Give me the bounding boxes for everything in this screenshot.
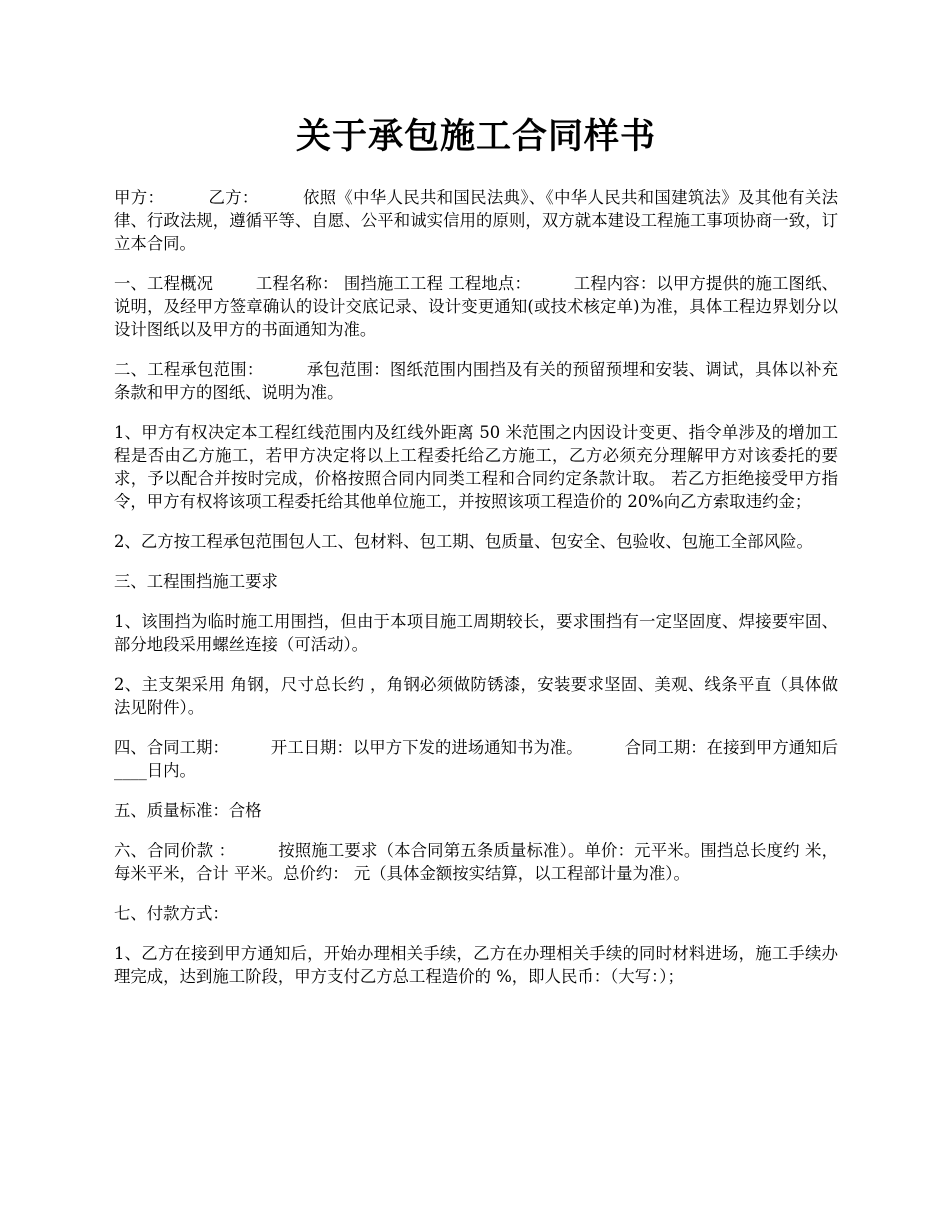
project-overview-paragraph: 一、工程概况 工程名称： 围挡施工工程 工程地点： 工程内容：以甲方提供的施工图纸、说明，及经甲方签章确认的设计交底记录、设计变更通知(或技术核定单)为准，具体工程边界划分以设计图纸以及甲方的书面通知为准。 (114, 274, 838, 339)
payment-clause-1: 1、乙方在接到甲方通知后，开始办理相关手续，乙方在办理相关手续的同时材料进场，施工手续办理完成，达到施工阶段，甲方支付乙方总工程造价的 %，即人民币：（大写：）； (114, 944, 838, 986)
construction-requirements-heading: 三、工程围挡施工要求 (114, 572, 278, 591)
document-title: 关于承包施工合同样书 (295, 117, 656, 157)
contract-period-paragraph: 四、合同工期： 开工日期：以甲方下发的进场通知书为准。 合同工期：在接到甲方通知后____日内。 (114, 738, 838, 780)
quality-standard-paragraph: 五、质量标准：合格 (114, 801, 262, 820)
contract-scope-paragraph: 二、工程承包范围： 承包范围：图纸范围内围挡及有关的预留预埋和安装、调试，具体以补充条款和甲方的图纸、说明为准。 (114, 360, 838, 402)
requirement-clause-2: 2、主支架采用 角钢，尺寸总长约 ，角钢必须做防锈漆，安装要求坚固、美观、线条平直（具体做法见附件）。 (114, 675, 838, 717)
contract-price-paragraph: 六、合同价款 ： 按照施工要求（本合同第五条质量标准）。单价：元平米。围挡总长度约 米，每米平米，合计 平米。总价约： 元（具体金额按实结算，以工程部计量为准）。 (114, 841, 838, 883)
preamble-paragraph: 甲方： 乙方： 依照《中华人民共和国民法典》、《中华人民共和国建筑法》及其他有关法律、行政法规，遵循平等、自愿、公平和诚实信用的原则，双方就本建设工程施工事项协商一致，订立本合同。 (114, 188, 838, 253)
requirement-clause-1: 1、该围挡为临时施工用围挡，但由于本项目施工周期较长，要求围挡有一定坚固度、焊接要牢固、部分地段采用螺丝连接（可活动）。 (114, 612, 838, 654)
payment-method-heading: 七、付款方式： (114, 904, 229, 923)
scope-clause-1: 1、甲方有权决定本工程红线范围内及红线外距离 50 米范围之内因设计变更、指令单涉及的增加工程是否由乙方施工，若甲方决定将以上工程委托给乙方施工，乙方必须充分理解甲方对该委托的要求，予以配合并按时完成，价格按照合同内同类工程和合同约定条款计取。 若乙方拒绝接受甲方指令，甲方有权将该项工程委托给其他单位施工，并按照该项工程造价的 20%向乙方索取违约金； (114, 423, 838, 511)
scope-clause-2: 2、乙方按工程承包范围包人工、包材料、包工期、包质量、包安全、包验收、包施工全部风险。 (114, 532, 813, 551)
